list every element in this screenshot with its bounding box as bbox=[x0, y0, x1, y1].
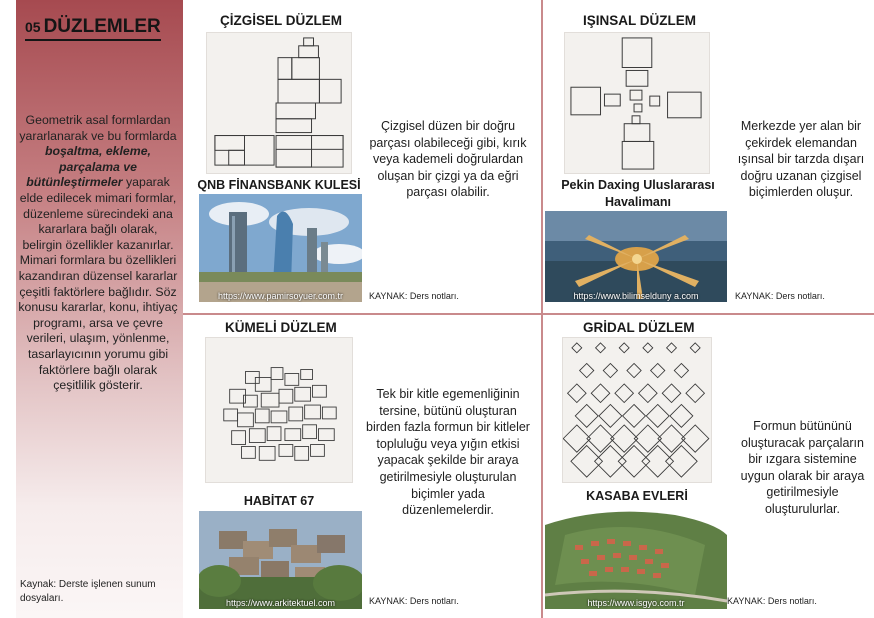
photo-habitat-67 bbox=[199, 511, 362, 609]
grid-diamond bbox=[662, 384, 681, 403]
grid-diamond bbox=[670, 404, 693, 427]
description-cizgisel: Çizgisel düzen bir doğru parçası olabileceği gibi, kırık veya kademeli doğrulardan oluşan bir çizgi ya da eğri parçası olabilir. bbox=[369, 119, 527, 200]
section-title: DÜZLEMLER bbox=[43, 16, 161, 37]
grid-diamond bbox=[575, 404, 598, 427]
photo-url-cizgisel: https://www.pamirsoyuer.com.tr bbox=[217, 291, 344, 301]
grid-diamond bbox=[591, 384, 610, 403]
sidebar-emphasis: boşaltma, ekleme, parçalama ve bütünleştirmeler bbox=[26, 144, 151, 190]
example-title-gridal: KASABA EVLERİ bbox=[586, 489, 688, 503]
grid-diamond bbox=[627, 363, 641, 377]
sketch-gridal bbox=[562, 337, 712, 483]
heading-isinsal: IŞINSAL DÜZLEM bbox=[583, 13, 697, 28]
grid-diamond bbox=[580, 363, 594, 377]
grid-diamond bbox=[639, 384, 658, 403]
grid-diamond bbox=[643, 343, 653, 353]
heading-cizgisel: ÇİZGİSEL DÜZLEM bbox=[220, 13, 343, 28]
sketch-kumeli bbox=[205, 337, 353, 483]
photo-qnb-tower bbox=[199, 194, 362, 302]
grid-diamond bbox=[690, 343, 700, 353]
heading-gridal: GRİDAL DÜZLEM bbox=[583, 320, 695, 335]
kaynak-kumeli: KAYNAK: Ders notları. bbox=[369, 596, 459, 606]
grid-diamond bbox=[572, 343, 582, 353]
sidebar-intro: Geometrik asal formlardan yararlanarak ve bu formlarda bbox=[19, 113, 177, 143]
sidebar-text bbox=[18, 113, 178, 394]
grid-diamond bbox=[646, 404, 669, 427]
section-number: 05 bbox=[25, 19, 41, 35]
grid-diamond bbox=[603, 363, 617, 377]
grid-diamond bbox=[596, 343, 606, 353]
grid-diamond bbox=[686, 384, 705, 403]
photo-url-isinsal: https://www.bilimselduny a.com bbox=[573, 291, 699, 301]
grid-diamond bbox=[595, 446, 627, 478]
horizontal-divider bbox=[183, 313, 874, 315]
sidebar-source: Kaynak: Derste işlenen sunum dosyaları. bbox=[20, 579, 156, 604]
grid-diamond bbox=[667, 343, 677, 353]
photo-daxing-airport bbox=[545, 211, 727, 302]
description-gridal: Formun bütününü oluşturacak parçaların bir ızgara sistemine uygun olarak bir araya getirilmesiyle oluşturulurlar. bbox=[740, 419, 865, 516]
example-title-cizgisel: QNB FİNANSBANK KULESİ bbox=[197, 178, 361, 192]
grid-diamond bbox=[623, 404, 646, 427]
description-kumeli: Tek bir kitle egemenliğinin tersine, bütünü oluşturan birden fazla formun bir kitleler topluluğu veya yığın etkisi yapacak şekilde bir araya getirilmesiyle oluşturulan biçimler yada düzenlemelerdir. bbox=[366, 387, 530, 518]
grid-diamond bbox=[651, 363, 665, 377]
example-title-kumeli: HABİTAT 67 bbox=[243, 494, 315, 508]
grid-diamond bbox=[674, 363, 688, 377]
photo-url-gridal: https://www.isgyo.com.tr bbox=[587, 598, 685, 608]
photo-kasaba-evleri bbox=[545, 505, 727, 609]
vertical-divider bbox=[541, 0, 543, 618]
kaynak-isinsal: KAYNAK: Ders notları. bbox=[735, 291, 825, 301]
page-title bbox=[25, 16, 161, 41]
photo-url-kumeli: https://www.arkitektuel.com bbox=[225, 598, 336, 608]
grid-diamond bbox=[615, 384, 634, 403]
sketch-cizgisel bbox=[206, 32, 352, 174]
example-title-isinsal: Pekin Daxing Uluslararası Havalimanı bbox=[561, 178, 715, 209]
grid-diamond bbox=[618, 446, 650, 478]
grid-diamond bbox=[599, 404, 622, 427]
sketch-isinsal bbox=[564, 32, 710, 174]
heading-kumeli: KÜMELİ DÜZLEM bbox=[225, 320, 337, 335]
kaynak-gridal: KAYNAK: Ders notları. bbox=[727, 596, 817, 606]
grid-diamond bbox=[642, 446, 674, 478]
kaynak-cizgisel: KAYNAK: Ders notları. bbox=[369, 291, 459, 301]
description-isinsal: Merkezde yer alan bir çekirdek elemandan ışınsal bir tarzda dışarı doğru uzanan çizgisel biçimlerden oluşur. bbox=[737, 119, 865, 200]
grid-diamond bbox=[619, 343, 629, 353]
grid-diamond bbox=[568, 384, 587, 403]
sidebar-body: yaparak elde edilecek mimari formlar, düzenleme sürecindeki ana kararlara bağlı olarak, belirgin özellikler kazanırlar. Mimari formlara bu özellikleri kazandıran düzensel kararlar çeşitli faktörlere bağlıdır. Söz konusu kararlar, konu, ihtiyaç programı, arsa ve çevre verileri, ulaşım, yönlenme, tasarlayıcının yorumu gibi faktörlere bağlı olarak çeşitlilik gösterir. bbox=[18, 175, 178, 393]
grid-diamond bbox=[571, 446, 603, 478]
grid-diamond bbox=[666, 446, 698, 478]
